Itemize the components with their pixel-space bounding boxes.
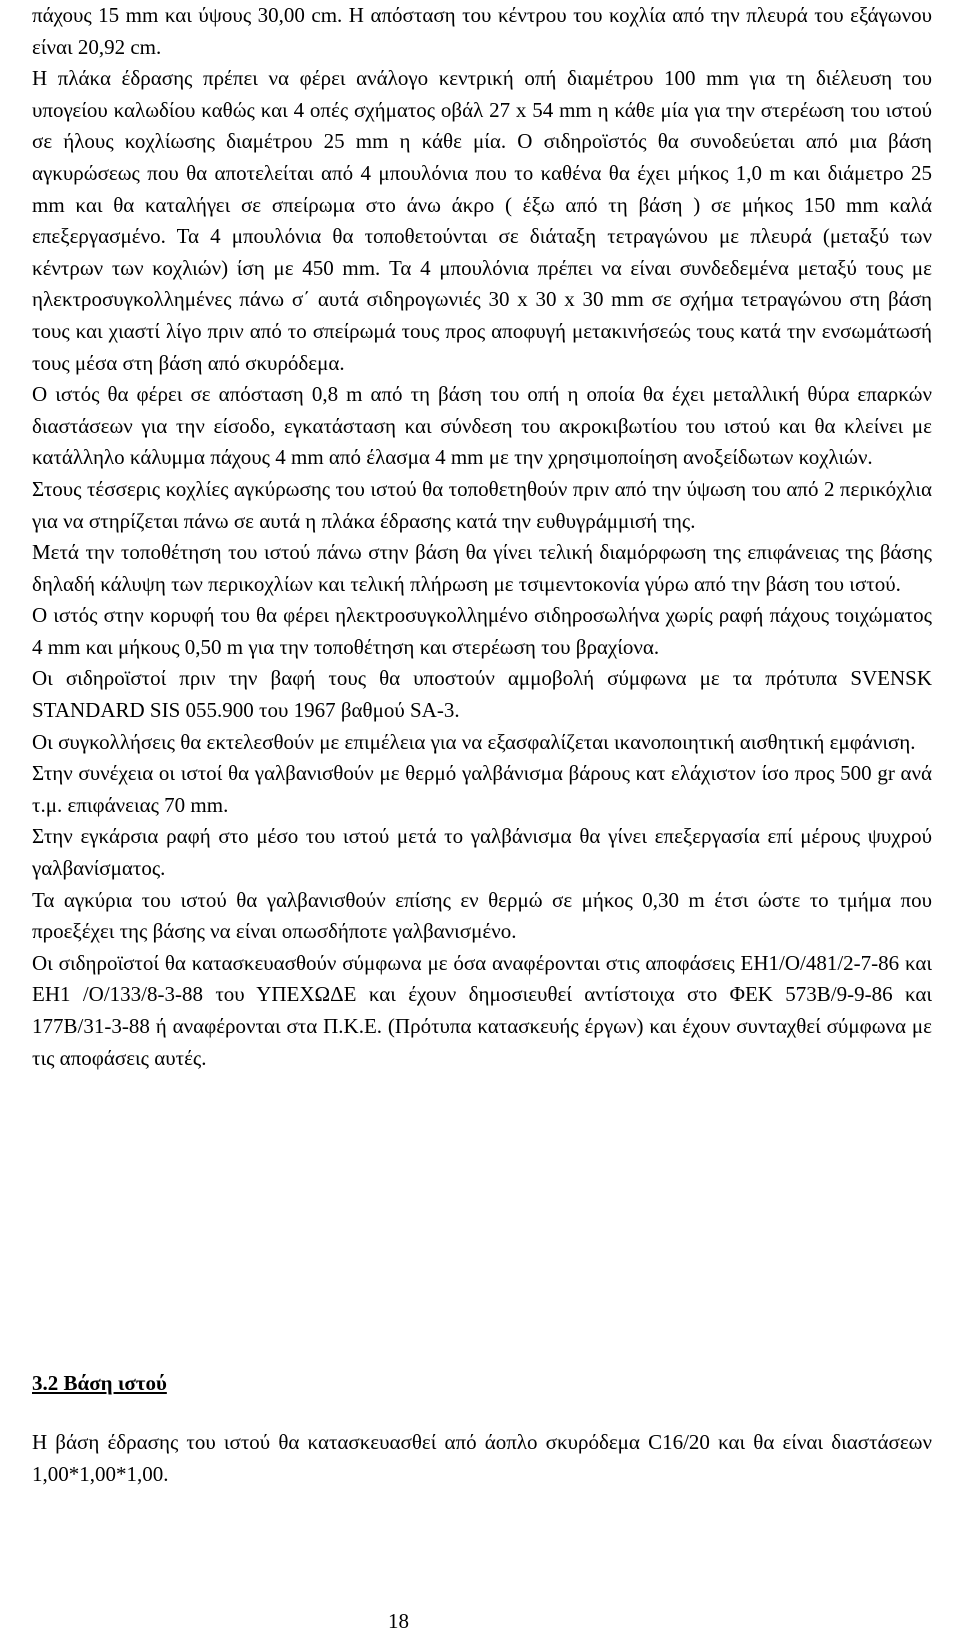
paragraph-galvanizing: Στην συνέχεια οι ιστοί θα γαλβανισθούν με θερμό γαλβάνισμα βάρους κατ ελάχιστον ίσο προς 500 gr ανά τ.μ. επιφάνειας 70 mm. (32, 761, 932, 817)
document-body (32, 0, 932, 1074)
paragraph-anchor-galvanizing: Τα αγκύρια του ιστού θα γαλβανισθούν επίσης εν θερμώ σε μήκος 0,30 m έτσι ώστε το τμήμα που προεξέχει της βάσης να είναι οπωσδήποτε γαλβανισμένο. (32, 887, 932, 944)
section-paragraph: Η βάση έδρασης του ιστού θα κατασκευασθεί από άοπλο σκυρόδεμα C16/20 και θα είναι διαστάσεων 1,00*1,00*1,00. (32, 1430, 932, 1486)
section-heading: 3.2 Βάση ιστού (32, 1371, 167, 1395)
paragraph-top-tube: Ο ιστός στην κορυφή του θα φέρει ηλεκτροσυγκολλημένο σιδηροσωλήνα χωρίς ραφή πάχους τοιχώματος 4 mm και μήκους 0,50 m για την τοποθέτηση και στερέωση του βραχίονα. (32, 603, 932, 659)
paragraph-sandblasting: Οι σιδηροϊστοί πριν την βαφή τους θα υποστούν αμμοβολή σύμφωνα με τα πρότυπα SVENSK STANDARD SIS 055.900 του 1967 βαθμού SA-3. (32, 666, 932, 723)
paragraph-final-shaping: Μετά την τοποθέτηση του ιστού πάνω στην βάση θα γίνει τελική διαμόρφωση της επιφάνειας της βάσης δηλαδή κάλυψη των περικοχλίων και τελική πλήρωση με τσιμεντοκονία γύρω από την βάση του ιστού. (32, 540, 932, 596)
paragraph-cold-galvanizing: Στην εγκάρσια ραφή στο μέσο του ιστού μετά το γαλβάνισμα θα γίνει επεξεργασία επί μέρους ψυχρού γαλβανίσματος. (32, 824, 932, 881)
paragraph-standards: Οι σιδηροϊστοί θα κατασκευασθούν σύμφωνα με όσα αναφέρονται στις αποφάσεις ΕΗ1/Ο/481/2-7-86 και ΕΗ1 /Ο/133/8-3-88 του ΥΠΕΧΩΔΕ και έχουν δημοσιευθεί αντίστοιχα στο ΦΕΚ 573Β/9-9-86 και 177Β/31-3-88 ή αναφέρονται στα Π.Κ.Ε. (Πρότυπα κατασκευής έργων) και έχουν συνταχθεί σύμφωνα με τις αποφάσεις αυτές. (32, 950, 932, 1070)
paragraph-welding: Οι συγκολλήσεις θα εκτελεσθούν με επιμέλεια για να εξασφαλίζεται ικανοποιητική αισθητική εμφάνιση. (32, 729, 916, 754)
paragraph-door: Ο ιστός θα φέρει σε απόσταση 0,8 m από τη βάση του οπή η οποία θα έχει μεταλλική θύρα επαρκών διαστάσεων για την είσοδο, εγκατάσταση και σύνδεση του ακροκιβωτίου του ιστού και θα κλείνει με κατάλληλο κάλυμμα πάχους 4 mm από έλασμα 4 mm με την χρησιμοποίηση ανοξείδωτων κοχλιών. (32, 382, 932, 470)
paragraph-anchor-nuts: Στους τέσσερις κοχλίες αγκύρωσης του ιστού θα τοποθετηθούν πριν από την ύψωση του από 2 περικόχλια για να στηρίζεται πάνω σε αυτά η πλάκα έδρασης κατά την ευθυγράμμισή της. (32, 476, 932, 533)
paragraph-base-plate: Η πλάκα έδρασης πρέπει να φέρει ανάλογο κεντρική οπή διαμέτρου 100 mm για τη διέλευση του υπογείου καλωδίου καθώς και 4 οπές σχήματος οβάλ 27 x 54 mm η κάθε μία για την στερέωση του ιστού σε ήλους κοχλίωσης διαμέτρου 25 mm η κάθε μία. Ο σιδηροϊστός θα συνοδεύεται από μια βάση αγκυρώσεως που θα αποτελείται από 4 μπουλόνια που το καθένα θα έχει μήκος 1,0 m και διάμετρο 25 mm και θα καταλήγει σε σπείρωμα στο άνω άκρο ( έξω από τη βάση ) σε μήκος 150 mm καλά επεξεργασμένο. Τα 4 μπουλόνια θα τοποθετούνται σε διάταξη τετραγώνου με πλευρά (μεταξύ των κέντρων των κοχλιών) ίση με 450 mm. Τα 4 μπουλόνια πρέπει να είναι συνδεδεμένα μεταξύ τους με ηλεκτροσυγκολλημένες πάνω σ΄ αυτά σιδηρογωνιές 30 x 30 x 30 mm σε σχήμα τετραγώνου στη βάση τους και χιαστί λίγο πριν από το σπείρωμά τους προς αποφυγή μετακινήσεώς τους κατά την ενσωμάτωσή τους μέσα στη βάση από σκυρόδεμα. (32, 66, 932, 375)
paragraph-dimensions: πάχους 15 mm και ύψους 30,00 cm. Η απόσταση του κέντρου του κοχλία από την πλευρά του εξάγωνου είναι 20,92 cm. (32, 3, 932, 59)
page-number: 18 (388, 1609, 409, 1633)
